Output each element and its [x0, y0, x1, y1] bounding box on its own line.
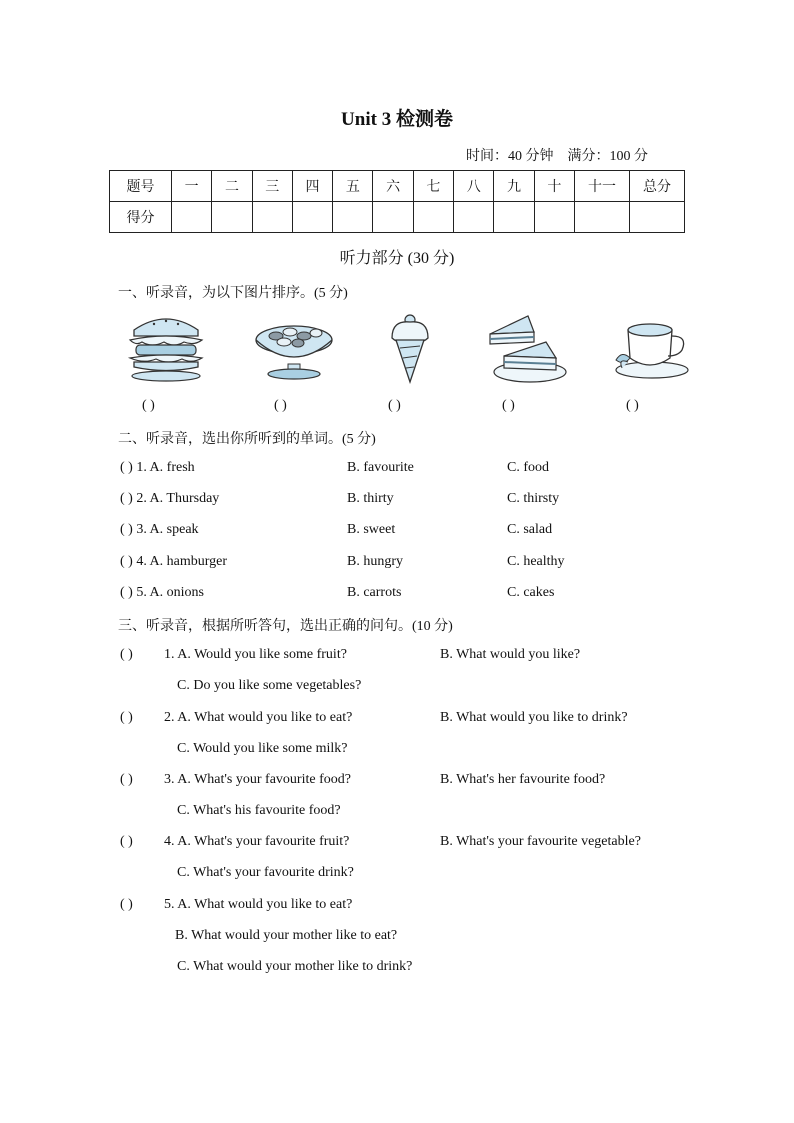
- q3-item-1-a: 1. A. Would you like some fruit?: [164, 647, 347, 662]
- q2-item-3-c: C. salad: [507, 522, 553, 537]
- col-8: 八: [454, 171, 494, 202]
- q2-item-4-b: B. hungry: [347, 554, 403, 569]
- cookies-bowl-icon: [252, 312, 336, 384]
- q3-item-1-blank[interactable]: ( ): [120, 647, 133, 662]
- q3-item-4-c: C. What's your favourite drink?: [177, 865, 354, 880]
- row-header-question-number: 题号: [110, 171, 172, 202]
- q2-item-2-c: C. thirsty: [507, 491, 560, 506]
- score-cell[interactable]: [292, 202, 332, 233]
- q2-item-1-b: B. favourite: [347, 460, 414, 475]
- q3-item-3-b: B. What's her favourite food?: [440, 772, 606, 787]
- row-header-score: 得分: [110, 202, 172, 233]
- sandwich-icon: [484, 312, 568, 384]
- score-row: [110, 202, 685, 233]
- section-title: 听力部分 (30 分): [339, 250, 455, 267]
- col-6: 六: [373, 171, 413, 202]
- q1-answer-blank-5[interactable]: ( ): [626, 398, 639, 413]
- time-limit: 时间：40 分钟: [466, 149, 554, 164]
- q3-item-2-a: 2. A. What would you like to eat?: [164, 710, 353, 725]
- q2-item-5-b: B. carrots: [347, 585, 402, 600]
- q2-item-3-a: ( ) 3. A. speak: [120, 522, 199, 537]
- score-cell[interactable]: [252, 202, 292, 233]
- score-cell[interactable]: [534, 202, 574, 233]
- col-9: 九: [494, 171, 534, 202]
- score-cell[interactable]: [212, 202, 252, 233]
- q2-item-5-a: ( ) 5. A. onions: [120, 585, 204, 600]
- q3-item-3-c: C. What's his favourite food?: [177, 803, 341, 818]
- q3-item-2-blank[interactable]: ( ): [120, 710, 133, 725]
- page-title: Unit 3 检测卷: [341, 109, 453, 130]
- score-cell[interactable]: [413, 202, 453, 233]
- q3-item-4-a: 4. A. What's your favourite fruit?: [164, 834, 350, 849]
- q3-item-5-a: 5. A. What would you like to eat?: [164, 897, 353, 912]
- q1-answer-blank-1[interactable]: ( ): [142, 398, 155, 413]
- q3-item-4-blank[interactable]: ( ): [120, 834, 133, 849]
- score-cell[interactable]: [630, 202, 685, 233]
- q3-item-1-c: C. Do you like some vegetables?: [177, 678, 362, 693]
- q3-heading: 三、听录音，根据所听答句，选出正确的问句。(10 分): [118, 619, 453, 634]
- q3-item-5-c: C. What would your mother like to drink?: [177, 959, 413, 974]
- time-info: [466, 145, 662, 165]
- q3-item-5-blank[interactable]: ( ): [120, 897, 133, 912]
- q3-item-2-c: C. Would you like some milk?: [177, 741, 348, 756]
- score-cell[interactable]: [172, 202, 212, 233]
- q2-item-2-a: ( ) 2. A. Thursday: [120, 491, 220, 506]
- q1-answer-blank-4[interactable]: ( ): [502, 398, 515, 413]
- col-11: 十一: [575, 171, 630, 202]
- question-number-row: [110, 171, 685, 202]
- q3-item-3-a: 3. A. What's your favourite food?: [164, 772, 351, 787]
- col-5: 五: [333, 171, 373, 202]
- score-cell[interactable]: [454, 202, 494, 233]
- q2-item-4-c: C. healthy: [507, 554, 565, 569]
- hamburger-icon: [124, 312, 208, 384]
- q1-heading: 一、听录音，为以下图片排序。(5 分): [118, 286, 348, 301]
- q2-item-1-a: ( ) 1. A. fresh: [120, 460, 195, 475]
- q2-item-1-c: C. food: [507, 460, 549, 475]
- q1-answer-blank-3[interactable]: ( ): [388, 398, 401, 413]
- q2-item-2-b: B. thirty: [347, 491, 394, 506]
- q2-item-4-a: ( ) 4. A. hamburger: [120, 554, 228, 569]
- q2-heading: 二、听录音，选出你所听到的单词。(5 分): [118, 432, 376, 447]
- q3-item-5-b: B. What would your mother like to eat?: [175, 928, 398, 943]
- col-7: 七: [413, 171, 453, 202]
- col-4: 四: [292, 171, 332, 202]
- q3-item-4-b: B. What's your favourite vegetable?: [440, 834, 641, 849]
- col-total: 总分: [630, 171, 685, 202]
- col-3: 三: [252, 171, 292, 202]
- tea-cup-icon: [608, 312, 692, 384]
- col-2: 二: [212, 171, 252, 202]
- score-cell[interactable]: [333, 202, 373, 233]
- score-cell[interactable]: [575, 202, 630, 233]
- q3-item-3-blank[interactable]: ( ): [120, 772, 133, 787]
- score-cell[interactable]: [494, 202, 534, 233]
- score-table: [109, 170, 685, 233]
- q3-item-2-b: B. What would you like to drink?: [440, 710, 628, 725]
- col-1: 一: [172, 171, 212, 202]
- full-score: 满分：100 分: [567, 149, 648, 164]
- q1-answer-blank-2[interactable]: ( ): [274, 398, 287, 413]
- q2-item-3-b: B. sweet: [347, 522, 396, 537]
- col-10: 十: [534, 171, 574, 202]
- ice-cream-icon: [366, 312, 450, 384]
- q3-item-1-b: B. What would you like?: [440, 647, 581, 662]
- score-cell[interactable]: [373, 202, 413, 233]
- q2-item-5-c: C. cakes: [507, 585, 555, 600]
